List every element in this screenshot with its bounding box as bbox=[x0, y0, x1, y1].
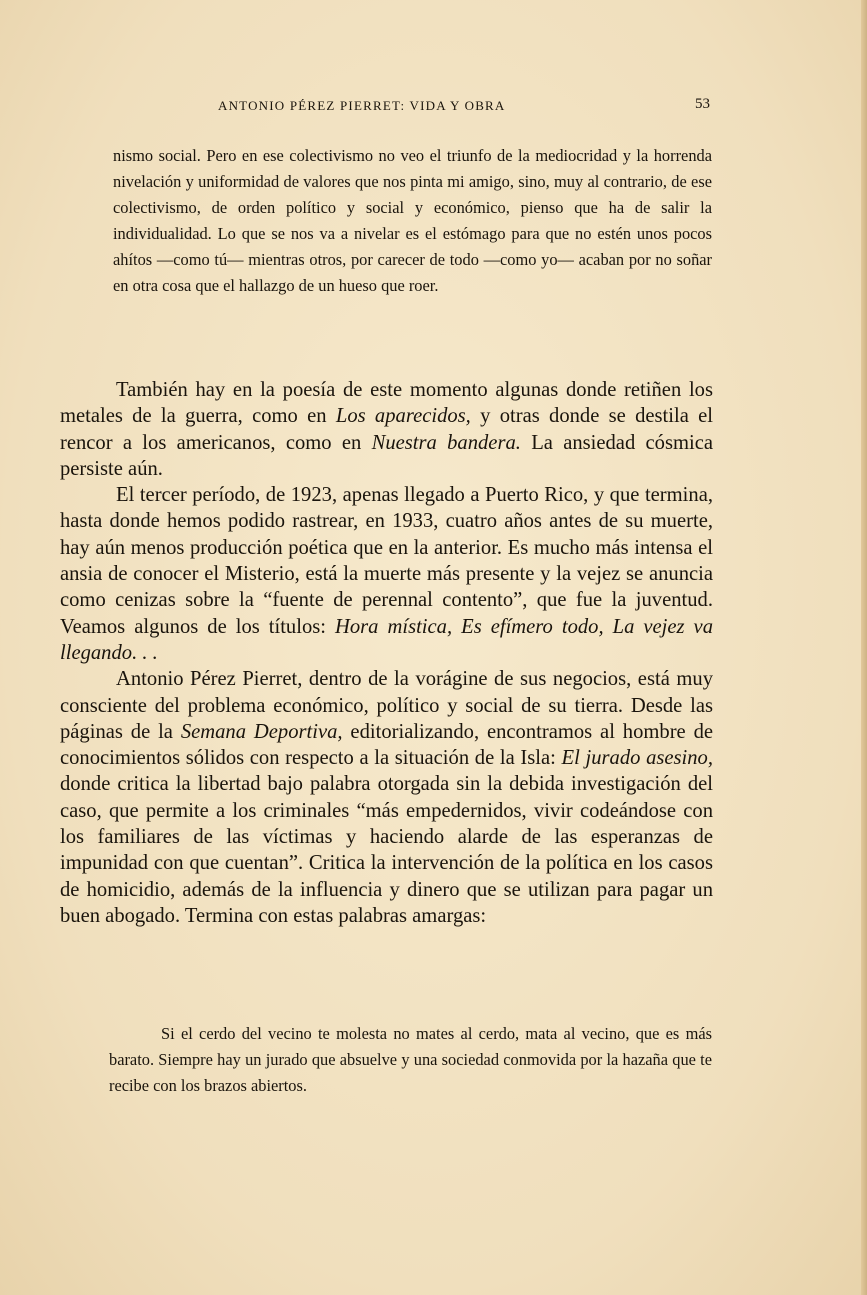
block-quote-bottom: Si el cerdo del vecino te molesta no mates al cerdo, mata al vecino, que es más barato. Siempre hay un jurado que absuelve y una sociedad conmovida por la hazaña que te recibe con los brazos abiertos. bbox=[109, 1024, 712, 1096]
block-quote-top: nismo social. Pero en ese colectivismo no veo el triunfo de la mediocridad y la horrenda nivelación y uniformidad de valores que nos pinta mi amigo, sino, muy al contrario, de ese colectivismo, de orden político y social y económico, pienso que ha de salir la individualidad. Lo que se nos va a nivelar es el estómago para que no estén unos pocos ahítos —como tú— mientras otros, por carecer de todo —como yo— acaban por no soñar en otra cosa que el hallazgo de un hueso que roer. bbox=[113, 146, 712, 296]
text-run: donde critica la libertad bajo palabra otorgada sin la debida investigación del caso, que permite a los criminales “más empedernidos, vivir codeándose con los familiares de las víctimas y haciendo alarde de las esperanzas de impunidad con que cuentan”. Critica la intervención de la política en los casos de homicidio, además de la influencia y dinero que se utilizan para pagar un buen abogado. Termina con estas palabras amargas: bbox=[60, 773, 713, 927]
paragraph-economic-problem bbox=[60, 666, 713, 929]
title-nuestra-bandera: Nuestra bandera. bbox=[371, 431, 521, 454]
text-run: y otras donde se destila el rencor a los americanos, como en bbox=[60, 405, 713, 454]
title-el-jurado-asesino: El jurado asesino, bbox=[561, 747, 714, 770]
paragraph-third-period bbox=[60, 482, 713, 666]
running-title: ANTONIO PÉREZ PIERRET: VIDA Y OBRA bbox=[218, 98, 506, 113]
text-run: El tercer período, de 1923, apenas llegado a Puerto Rico, y que termina, hasta donde hemos podido rastrear, en 1933, cuatro años antes de su muerte, hay aún menos producción poética que en la anterior. Es mucho más intensa el ansia de conocer el Misterio, está la muerte más presente y la vejez se anuncia como cenizas sobre la “fuente de perennal contento”, que fue la juventud. Veamos algunos de los títulos: bbox=[60, 484, 713, 638]
body-text bbox=[60, 377, 713, 929]
page-header bbox=[0, 98, 867, 120]
paragraph-poetry-war bbox=[60, 377, 713, 482]
title-los-aparecidos: Los aparecidos, bbox=[335, 405, 471, 428]
poem-titles: Hora mística, Es efímero todo, La vejez va llegando. . . bbox=[60, 615, 713, 664]
text-run: La ansiedad cósmica persiste aún. bbox=[60, 431, 714, 480]
text-run: editorializando, encontramos al hombre de conocimientos sólidos con respecto a la situación de la Isla: bbox=[60, 720, 714, 770]
text-run: Antonio Pérez Pierret, dentro de la vorágine de sus negocios, está muy consciente del problema económico, político y social de su tierra. Desde las páginas de la bbox=[60, 668, 713, 743]
page-number: 53 bbox=[695, 96, 710, 112]
title-semana-deportiva: Semana Deportiva, bbox=[180, 720, 343, 743]
text-run: También hay en la poesía de este momento algunas donde retiñen los metales de la guerra, como en bbox=[60, 379, 713, 428]
page-edge bbox=[861, 0, 867, 1295]
